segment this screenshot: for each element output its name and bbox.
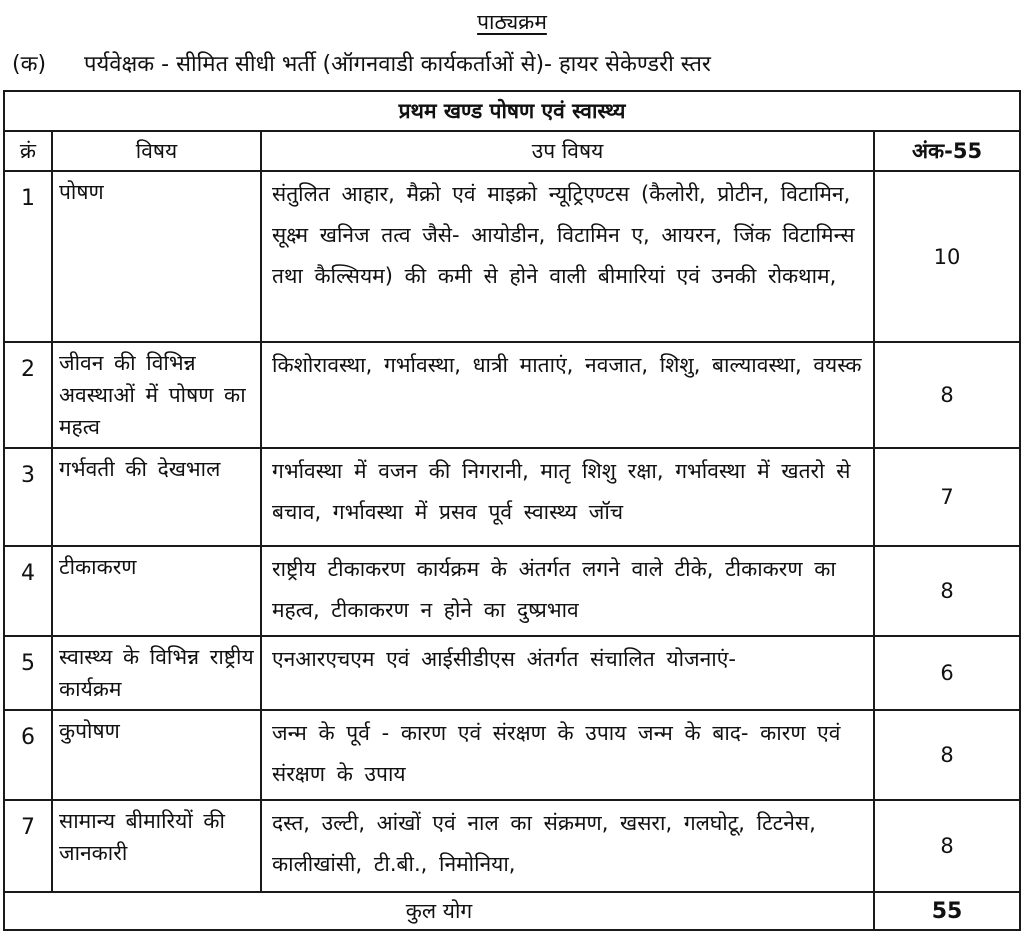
total-label: कुल योग [4, 892, 874, 930]
page-title: पाठ्यक्रम [477, 10, 547, 34]
row-topics: राष्ट्रीय टीकाकरण कार्यक्रम के अंतर्गत लगने वाले टीके, टीकाकरण का महत्व, टीकाकरण न होने का दुष्प्रभाव [261, 546, 874, 636]
row-marks: 10 [874, 171, 1020, 342]
row-subject: स्वास्थ्य के विभिन्न राष्ट्रीय कार्यक्रम [52, 636, 261, 710]
row-subject: जीवन की विभिन्न अवस्थाओं में पोषण का महत्व [52, 342, 261, 448]
row-number: 5 [4, 636, 52, 710]
row-marks: 8 [874, 710, 1020, 800]
subtitle-text: पर्यवेक्षक - सीमित सीधी भर्ती (ऑगनवाडी कार्यकर्ताओं से)- हायर सेकेण्डरी स्तर [84, 52, 711, 77]
row-number: 1 [4, 171, 52, 342]
row-subject: सामान्य बीमारियों की जानकारी [52, 800, 261, 892]
row-marks: 8 [874, 800, 1020, 892]
subtitle-label: (क) [12, 52, 47, 77]
row-topics: किशोरावस्था, गर्भावस्था, धात्री माताएं, नवजात, शिशु, बाल्यावस्था, वयस्क [261, 342, 874, 448]
row-number: 3 [4, 448, 52, 546]
row-marks: 7 [874, 448, 1020, 546]
row-marks: 8 [874, 546, 1020, 636]
row-subject: टीकाकरण [52, 546, 261, 636]
syllabus-table [3, 90, 1021, 931]
header-subject: विषय [52, 131, 261, 171]
column-header-row [4, 131, 1020, 171]
row-topics: जन्म के पूर्व - कारण एवं संरक्षण के उपाय जन्म के बाद- कारण एवं संरक्षण के उपाय [261, 710, 874, 800]
row-subject: पोषण [52, 171, 261, 342]
header-topics: उप विषय [261, 131, 874, 171]
row-number: 7 [4, 800, 52, 892]
row-subject: गर्भवती की देखभाल [52, 448, 261, 546]
row-marks: 8 [874, 342, 1020, 448]
header-no: क्रं [4, 131, 52, 171]
table-row [4, 546, 1020, 636]
row-subject: कुपोषण [52, 710, 261, 800]
row-marks: 6 [874, 636, 1020, 710]
row-topics: एनआरएचएम एवं आईसीडीएस अंतर्गत संचालित योजनाएं- [261, 636, 874, 710]
section-title: प्रथम खण्ड पोषण एवं स्वास्थ्य [4, 91, 1020, 131]
total-value: 55 [874, 892, 1020, 930]
row-number: 2 [4, 342, 52, 448]
table-row [4, 710, 1020, 800]
row-topics: संतुलित आहार, मैक्रो एवं माइक्रो न्यूट्रिएण्टस (कैलोरी, प्रोटीन, विटामिन, सूक्ष्म खनिज तत्व जैसे- आयोडीन, विटामिन ए, आयरन, जिंक विटामिन्स तथा कैल्सियम) की कमी से होने वाली बीमारियां एवं उनकी रोकथाम, [261, 171, 874, 342]
row-number: 6 [4, 710, 52, 800]
total-row [4, 892, 1020, 930]
section-header-row [4, 91, 1020, 131]
table-row [4, 342, 1020, 448]
table-row [4, 636, 1020, 710]
row-number: 4 [4, 546, 52, 636]
table-row [4, 800, 1020, 892]
row-topics: गर्भावस्था में वजन की निगरानी, मातृ शिशु रक्षा, गर्भावस्था में खतरो से बचाव, गर्भावस्था में प्रसव पूर्व स्वास्थ्य जॉच [261, 448, 874, 546]
table-row [4, 448, 1020, 546]
table-row [4, 171, 1020, 342]
row-topics: दस्त, उल्टी, आंखों एवं नाल का संक्रमण, खसरा, गलघोटू, टिटनेस, कालीखांसी, टी.बी., निमोनिया, [261, 800, 874, 892]
header-marks: अंक-55 [874, 131, 1020, 171]
